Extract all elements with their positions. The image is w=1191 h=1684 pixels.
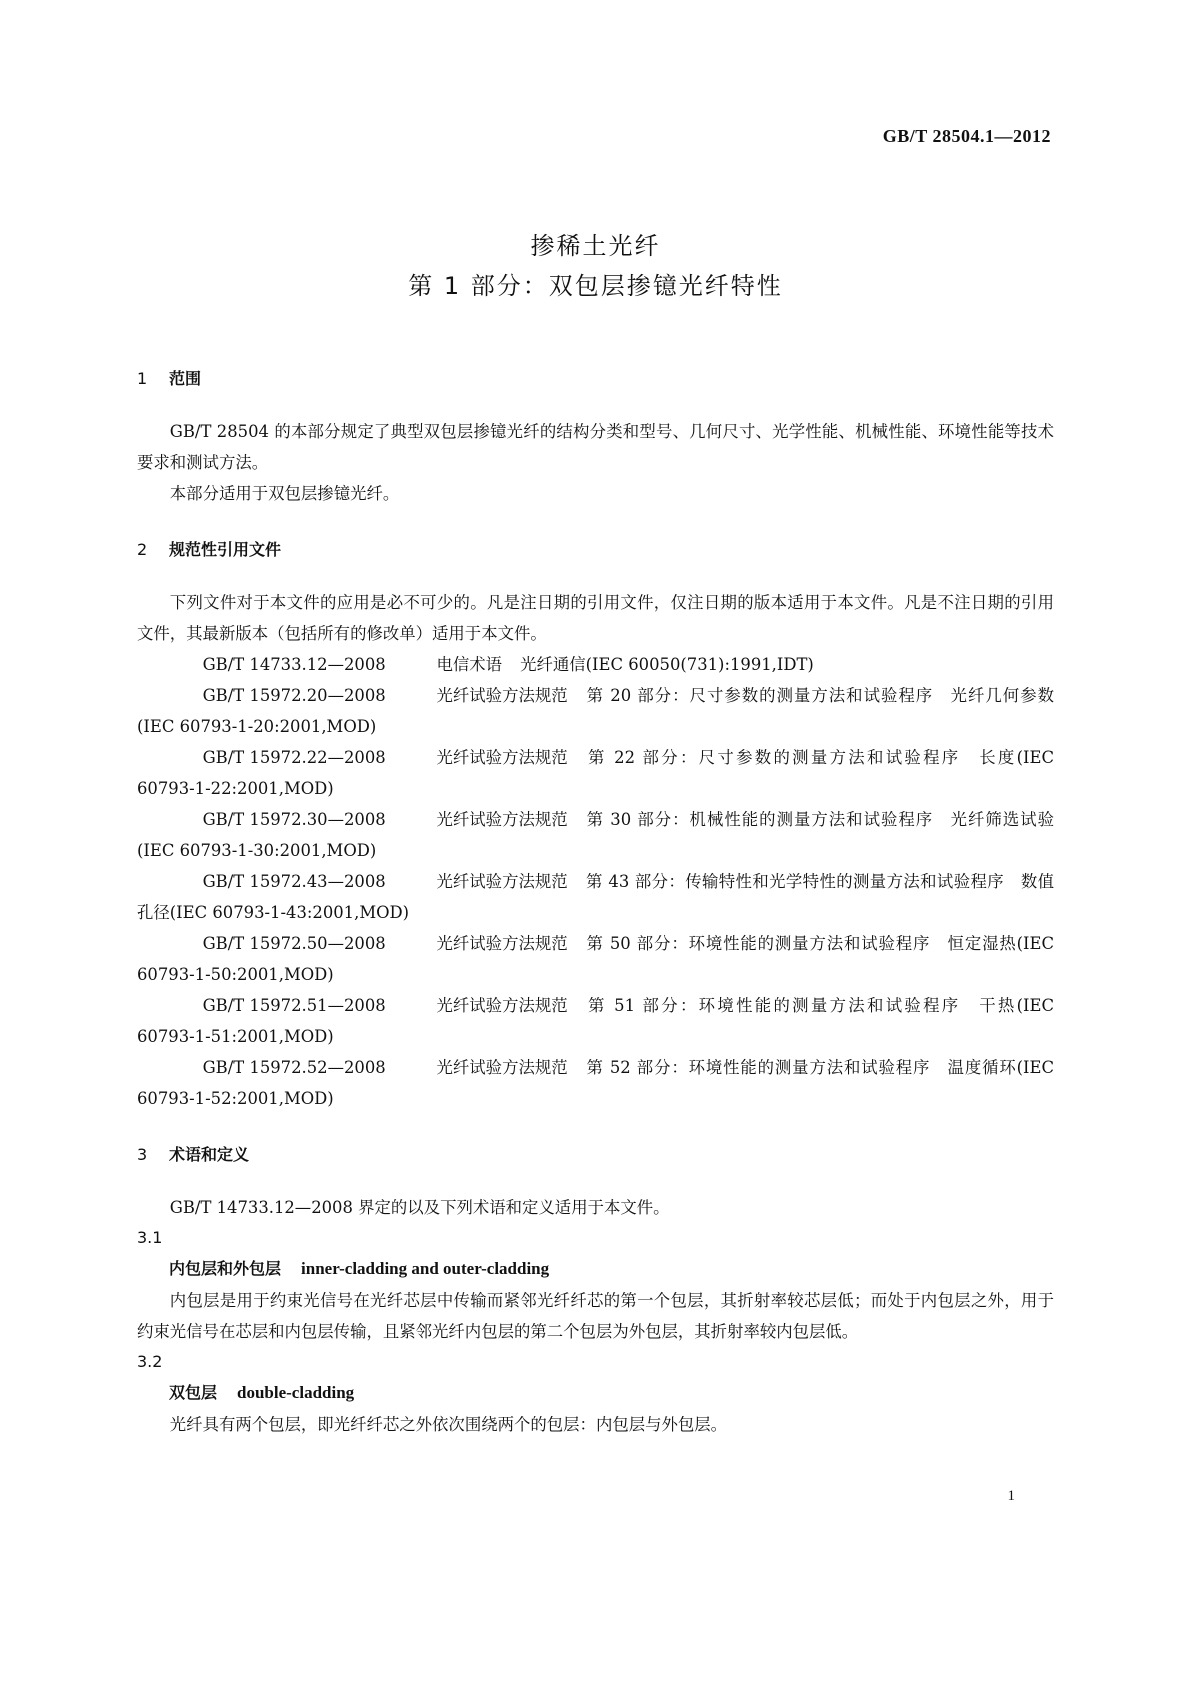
section-number: 3 <box>137 1145 148 1164</box>
reference-code: GB/T 15972.52—2008 <box>202 1058 386 1077</box>
reference-text: 第 22 部分：尺寸参数的测量方法和试验程序 长度(IEC 60793-1-22:2001,MOD) <box>137 748 1054 798</box>
reference-item <box>137 742 1054 804</box>
document-title <box>0 226 1191 306</box>
term-definition: 光纤具有两个包层，即光纤纤芯之外依次围绕两个的包层：内包层与外包层。 <box>169 1415 728 1434</box>
reference-code: GB/T 15972.50—2008 <box>202 934 386 953</box>
reference-item <box>137 680 1054 742</box>
reference-code: GB/T 15972.20—2008 <box>202 686 386 705</box>
reference-text: 光纤通信(IEC 60050(731):1991,IDT) <box>520 655 814 674</box>
term-chinese: 内包层和外包层 <box>169 1259 282 1278</box>
term-number: 3.1 <box>137 1228 163 1247</box>
reference-item <box>137 866 1054 928</box>
section-number: 1 <box>137 369 148 388</box>
section-title: 范围 <box>169 369 202 388</box>
reference-title: 光纤试验方法规范 <box>436 996 568 1015</box>
reference-title: 光纤试验方法规范 <box>436 686 568 705</box>
reference-item <box>137 1052 1054 1114</box>
title-line-2: 第 1 部分：双包层掺镱光纤特性 <box>408 272 783 300</box>
reference-text: 第 30 部分：机械性能的测量方法和试验程序 光纤筛选试验(IEC 60793-1-30:2001,MOD) <box>137 810 1054 860</box>
title-line-1: 掺稀土光纤 <box>530 232 661 260</box>
reference-text: 第 52 部分：环境性能的测量方法和试验程序 温度循环(IEC 60793-1-52:2001,MOD) <box>137 1058 1054 1108</box>
term-heading <box>137 1377 1054 1409</box>
reference-item <box>137 928 1054 990</box>
terms-intro: GB/T 14733.12—2008 界定的以及下列术语和定义适用于本文件。 <box>169 1198 670 1217</box>
reference-code: GB/T 15972.22—2008 <box>202 748 386 767</box>
term-number: 3.2 <box>137 1352 163 1371</box>
section-2-heading <box>137 535 1054 565</box>
reference-text: 第 50 部分：环境性能的测量方法和试验程序 恒定湿热(IEC 60793-1-50:2001,MOD) <box>137 934 1054 984</box>
page-number: 1 <box>1007 1488 1015 1504</box>
reference-text: 第 20 部分：尺寸参数的测量方法和试验程序 光纤几何参数(IEC 60793-1-20:2001,MOD) <box>137 686 1054 736</box>
section-title: 规范性引用文件 <box>169 540 282 559</box>
section-3-heading <box>137 1140 1054 1170</box>
section-title: 术语和定义 <box>169 1145 250 1164</box>
reference-title: 光纤试验方法规范 <box>436 934 568 953</box>
reference-title: 光纤试验方法规范 <box>436 872 568 891</box>
term-definition: 内包层是用于约束光信号在光纤芯层中传输而紧邻光纤纤芯的第一个包层，其折射率较芯层低；而处于内包层之外，用于约束光信号在芯层和内包层传输，且紧邻光纤内包层的第二个包层为外包层，其折射率较内包层低。 <box>137 1291 1054 1341</box>
scope-applicability: 本部分适用于双包层掺镱光纤。 <box>169 484 400 503</box>
term-english: double-cladding <box>237 1383 355 1402</box>
reference-code: GB/T 15972.43—2008 <box>202 872 386 891</box>
reference-title: 电信术语 <box>436 655 503 674</box>
reference-title: 光纤试验方法规范 <box>436 810 568 829</box>
reference-code: GB/T 15972.51—2008 <box>202 996 386 1015</box>
scope-paragraph: GB/T 28504 的本部分规定了典型双包层掺镱光纤的结构分类和型号、几何尺寸、光学性能、机械性能、环境性能等技术要求和测试方法。 <box>137 422 1054 472</box>
term-heading <box>137 1253 1054 1285</box>
reference-code: GB/T 14733.12—2008 <box>202 655 386 674</box>
reference-text: 第 51 部分：环境性能的测量方法和试验程序 干热(IEC 60793-1-51:2001,MOD) <box>137 996 1054 1046</box>
reference-item <box>137 649 1054 680</box>
term-english: inner-cladding and outer-cladding <box>301 1259 550 1278</box>
reference-item <box>137 990 1054 1052</box>
section-number: 2 <box>137 540 148 559</box>
reference-title: 光纤试验方法规范 <box>436 1058 568 1077</box>
standard-number: GB/T 28504.1—2012 <box>882 126 1051 146</box>
reference-title: 光纤试验方法规范 <box>436 748 568 767</box>
reference-text: 第 43 部分：传输特性和光学特性的测量方法和试验程序 数值孔径(IEC 60793-1-43:2001,MOD) <box>137 872 1054 922</box>
section-1-heading <box>137 364 1054 394</box>
term-chinese: 双包层 <box>169 1383 218 1402</box>
reference-code: GB/T 15972.30—2008 <box>202 810 386 829</box>
reference-item <box>137 804 1054 866</box>
document-body <box>137 364 1054 1440</box>
references-intro: 下列文件对于本文件的应用是必不可少的。凡是注日期的引用文件，仅注日期的版本适用于本文件。凡是不注日期的引用文件，其最新版本（包括所有的修改单）适用于本文件。 <box>137 593 1054 643</box>
